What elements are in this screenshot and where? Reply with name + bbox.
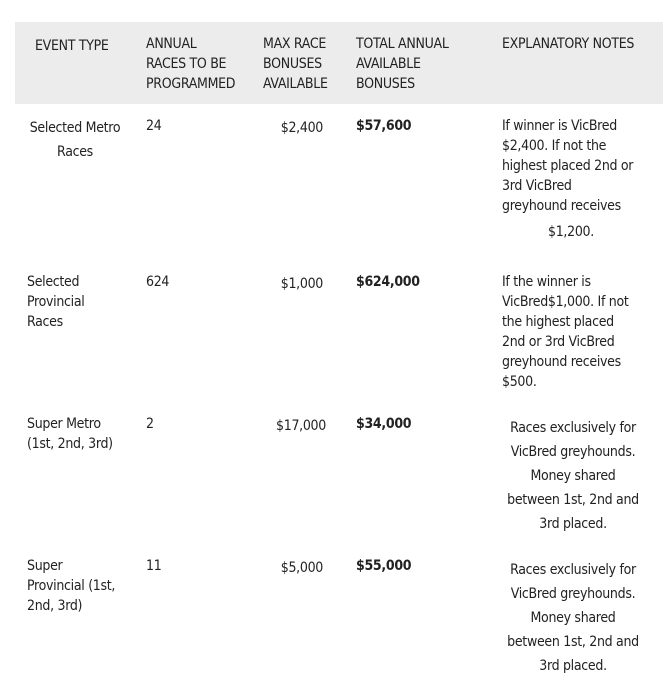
header-event-type: EVENT TYPE (35, 38, 109, 54)
table-row-2-total: $624,000 (356, 274, 420, 290)
table-row-1-max: $2,400 (280, 120, 323, 136)
table-row-3-notes: Races exclusively for VicBred greyhounds. Money shared between 1st, 2nd and 3rd placed. (507, 420, 639, 532)
table-row-3-annual: 2 (146, 416, 154, 432)
table-row-4-total: $55,000 (356, 558, 412, 574)
table-row-2-annual: 624 (146, 274, 170, 290)
table-row-1-event: Selected Metro Races (29, 120, 121, 160)
table-row-3-max: $17,000 (276, 418, 326, 434)
table-row-4-notes: Races exclusively for VicBred greyhounds. Money shared between 1st, 2nd and 3rd placed. (507, 562, 639, 674)
table-row-2-event: Selected Provincial Races (27, 274, 85, 330)
table-row-2-max: $1,000 (280, 276, 323, 292)
table-row-1-notes: If winner is VicBred $2,400. If not the highest placed 2nd or 3rd VicBred greyhound receives $1,200. (502, 118, 634, 240)
table-row-3-total: $34,000 (356, 416, 412, 432)
header-total-annual: TOTAL ANNUAL AVAILABLE BONUSES (356, 36, 449, 92)
header-annual-races: ANNUAL RACES TO BE PROGRAMMED (146, 36, 236, 92)
table-row-4-max: $5,000 (280, 560, 323, 576)
header-notes: EXPLANATORY NOTES (502, 36, 635, 52)
table-row-2-notes: If the winner is VicBred$1,000. If not the highest placed 2nd or 3rd VicBred greyhound receives $500. (502, 274, 629, 390)
header-max-race-bonuses: MAX RACE BONUSES AVAILABLE (263, 36, 328, 92)
table-row-4-event: Super Provincial (1st, 2nd, 3rd) (27, 558, 116, 614)
table-row-1-annual: 24 (146, 118, 162, 134)
table-row-4-annual: 11 (146, 558, 162, 574)
table-row-1-total: $57,600 (356, 118, 412, 134)
table-row-3-event: Super Metro (1st, 2nd, 3rd) (27, 416, 113, 452)
